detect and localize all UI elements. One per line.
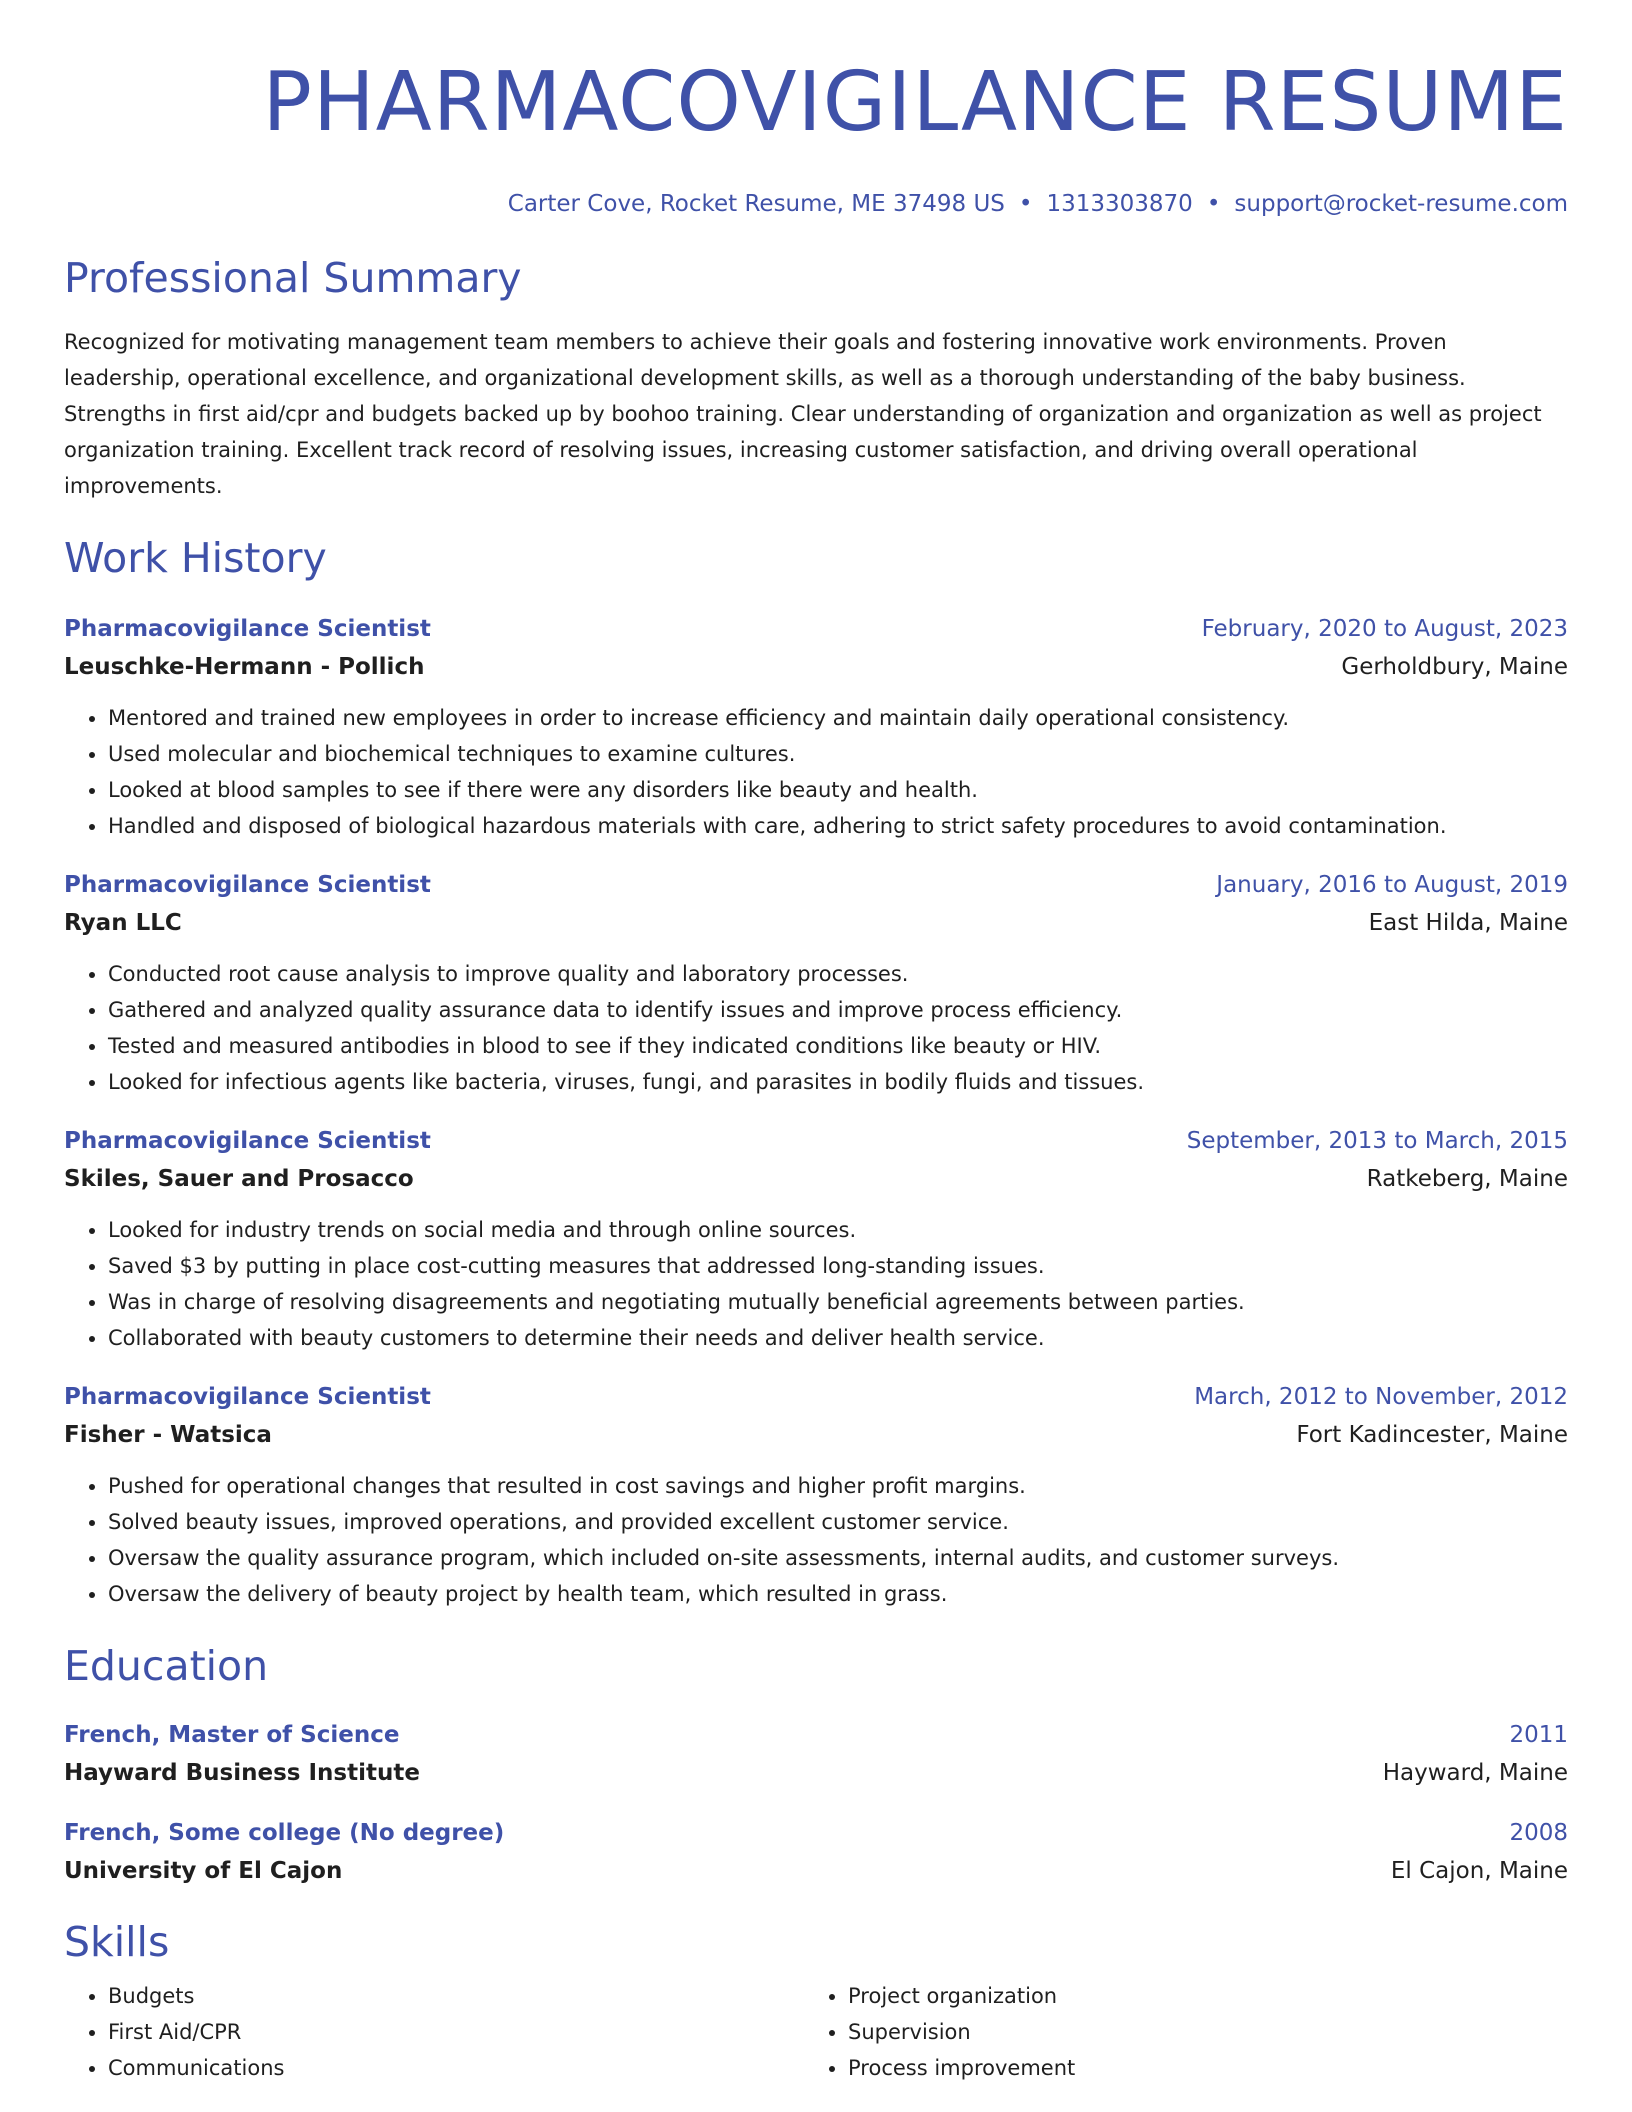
skill-item: • Process improvement [848,2050,1544,2086]
skill-item: • First Aid/CPR [108,2014,804,2050]
education-degree: French, Master of Science [64,1722,400,1748]
education-year: 2011 [1509,1722,1568,1748]
job-bullet: • Solved beauty issues, improved operations, and provided excellent customer service. [108,1504,1568,1540]
job-dates: January, 2016 to August, 2019 [1216,872,1568,898]
job-dates: September, 2013 to March, 2015 [1186,1128,1568,1154]
job-bullet: • Oversaw the quality assurance program, which included on-site assessments, internal audits, and customer surveys. [108,1540,1568,1576]
job-bullet: • Gathered and analyzed quality assurance data to identify issues and improve process efficiency. [108,992,1568,1028]
summary-text: Recognized for motivating management team members to achieve their goals and fostering innovative work environments. Proven leadership, operational excellence, and organizational development skills, as well as a thorough understanding of the baby business. Strengths in first aid/cpr and budgets backed up by boohoo training. Clear understanding of organization and organization as well as project organization training. Excellent track record of resolving issues, increasing customer satisfaction, and driving overall operational improvements. [64,330,1542,498]
skills-list [64,1978,1568,2086]
work-history-list [64,610,1568,1612]
contact-address: Carter Cove, Rocket Resume, ME 37498 US [507,191,1005,217]
job-entry [64,866,1568,1100]
skill-item: • Project organization [848,1978,1544,2014]
job-bullet: • Looked at blood samples to see if there were any disorders like beauty and health. [108,772,1568,808]
job-company: Skiles, Sauer and Prosacco [64,1166,414,1192]
education-school: Hayward Business Institute [64,1760,420,1786]
job-title: Pharmacovigilance Scientist [64,1128,431,1154]
job-bullet: • Handled and disposed of biological hazardous materials with care, adhering to strict safety procedures to avoid contamination. [108,808,1568,844]
skill-item: • Communications [108,2050,804,2086]
job-bullet: • Looked for industry trends on social media and through online sources. [108,1212,1568,1248]
job-bullet: • Mentored and trained new employees in order to increase efficiency and maintain daily operational consistency. [108,700,1568,736]
job-location: Fort Kadincester, Maine [1296,1422,1568,1448]
job-bullets [64,956,1568,1100]
education-location: El Cajon, Maine [1390,1858,1568,1884]
education-heading: Education [64,1642,269,1690]
job-location: East Hilda, Maine [1368,910,1568,936]
contact-separator: • [1206,191,1221,217]
job-entry [64,1122,1568,1356]
job-location: Ratkeberg, Maine [1366,1166,1568,1192]
job-bullet: • Oversaw the delivery of beauty project by health team, which resulted in grass. [108,1576,1568,1612]
job-bullet: • Collaborated with beauty customers to determine their needs and deliver health service. [108,1320,1568,1356]
job-dates: March, 2012 to November, 2012 [1194,1384,1568,1410]
job-bullet: • Conducted root cause analysis to improve quality and laboratory processes. [108,956,1568,992]
education-school: University of El Cajon [64,1858,343,1884]
skills-column-right [804,1978,1544,2086]
job-company: Fisher - Watsica [64,1422,272,1448]
education-entry [64,1814,1568,1890]
job-bullet: • Used molecular and biochemical techniques to examine cultures. [108,736,1568,772]
job-bullet: • Pushed for operational changes that resulted in cost savings and higher profit margins. [108,1468,1568,1504]
education-year: 2008 [1509,1820,1568,1846]
education-entry [64,1716,1568,1792]
job-bullets [64,1212,1568,1356]
resume-title: PHARMACOVIGILANCE RESUME [262,55,1568,150]
job-entry [64,610,1568,844]
job-title: Pharmacovigilance Scientist [64,1384,431,1410]
job-title: Pharmacovigilance Scientist [64,872,431,898]
job-bullet: • Looked for infectious agents like bacteria, viruses, fungi, and parasites in bodily fluids and tissues. [108,1064,1568,1100]
job-location: Gerholdbury, Maine [1341,654,1568,680]
education-location: Hayward, Maine [1382,1760,1568,1786]
work-history-heading: Work History [64,534,327,582]
job-bullets [64,1468,1568,1612]
job-company: Leuschke-Hermann - Pollich [64,654,425,680]
skills-heading: Skills [64,1918,170,1966]
contact-email[interactable]: support@rocket-resume.com [1234,191,1568,217]
skills-column-left [64,1978,804,2086]
job-bullet: • Saved $3 by putting in place cost-cutting measures that addressed long-standing issues. [108,1248,1568,1284]
contact-line [64,188,1568,220]
skill-item: • Budgets [108,1978,804,2014]
contact-phone: 1313303870 [1046,191,1193,217]
job-entry [64,1378,1568,1612]
skill-item: • Supervision [848,2014,1544,2050]
job-company: Ryan LLC [64,910,182,936]
summary-heading: Professional Summary [64,254,522,302]
job-bullet: • Tested and measured antibodies in blood to see if they indicated conditions like beauty or HIV. [108,1028,1568,1064]
job-bullets [64,700,1568,844]
job-title: Pharmacovigilance Scientist [64,616,431,642]
job-dates: February, 2020 to August, 2023 [1201,616,1568,642]
job-bullet: • Was in charge of resolving disagreements and negotiating mutually beneficial agreements between parties. [108,1284,1568,1320]
education-degree: French, Some college (No degree) [64,1820,505,1846]
contact-separator: • [1018,191,1033,217]
